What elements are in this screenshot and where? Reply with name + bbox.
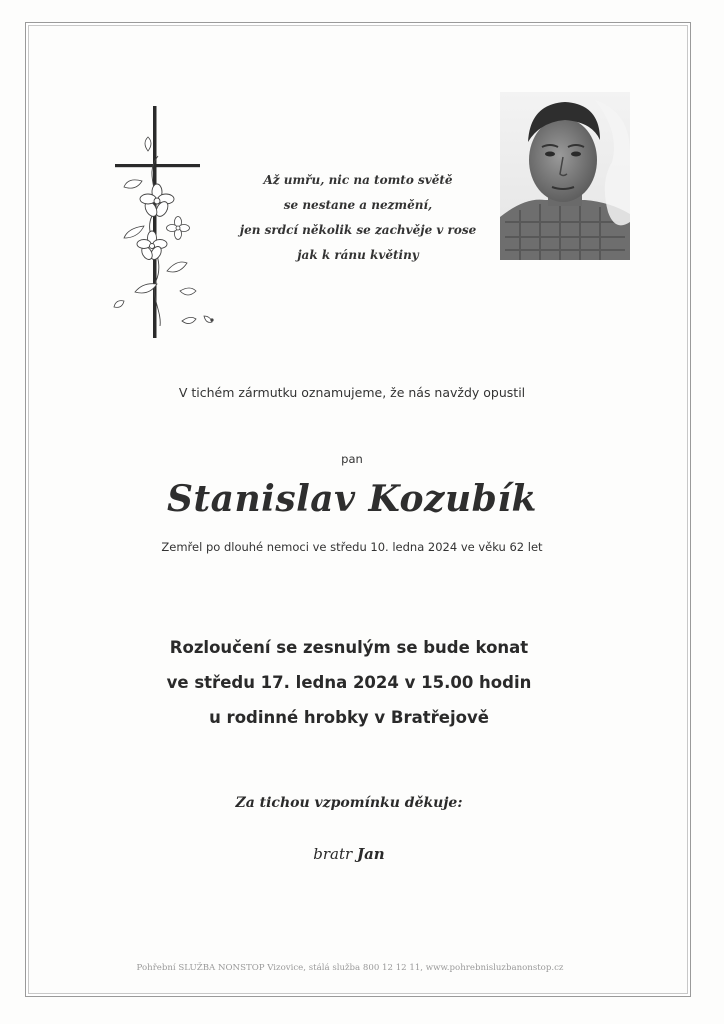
- poem-line: jen srdcí několik se zachvěje v rose: [239, 223, 477, 237]
- farewell-line: ve středu 17. ledna 2024 v 15.00 hodin: [166, 673, 532, 692]
- death-info: Zemřel po dlouhé nemoci ve středu 10. ledna 2024 ve věku 62 let: [161, 540, 543, 554]
- honorific: pan: [341, 452, 363, 466]
- portrait-photo-image: [500, 92, 630, 260]
- deceased-name: Stanislav Kozubík: [167, 478, 537, 520]
- poem: [222, 168, 494, 268]
- thanks-line: Za tichou vzpomínku děkuje:: [235, 795, 463, 811]
- announcement-intro: V tichém zármutku oznamujeme, že nás navždy opustil: [178, 385, 526, 400]
- signer-relation: bratr: [313, 845, 353, 863]
- poem-line: jak k ránu květiny: [297, 248, 419, 262]
- poem-line: se nestane a nezmění,: [283, 198, 433, 212]
- poem-line: Až umřu, nic na tomto světě: [263, 173, 453, 187]
- cross-with-flowers-icon: [112, 106, 227, 342]
- signer-name: Jan: [356, 845, 385, 863]
- farewell-line: u rodinné hrobky v Bratřejově: [209, 708, 489, 727]
- farewell-line: Rozloučení se zesnulým se bude konat: [169, 638, 529, 657]
- signer: [0, 845, 698, 863]
- funeral-service-footer: Pohřební SLUŽBA NONSTOP Vizovice, stálá služba 800 12 12 11, www.pohrebnisluzbanonstop.cz: [136, 963, 564, 973]
- farewell-info: [0, 630, 698, 735]
- portrait-photo: [500, 92, 630, 260]
